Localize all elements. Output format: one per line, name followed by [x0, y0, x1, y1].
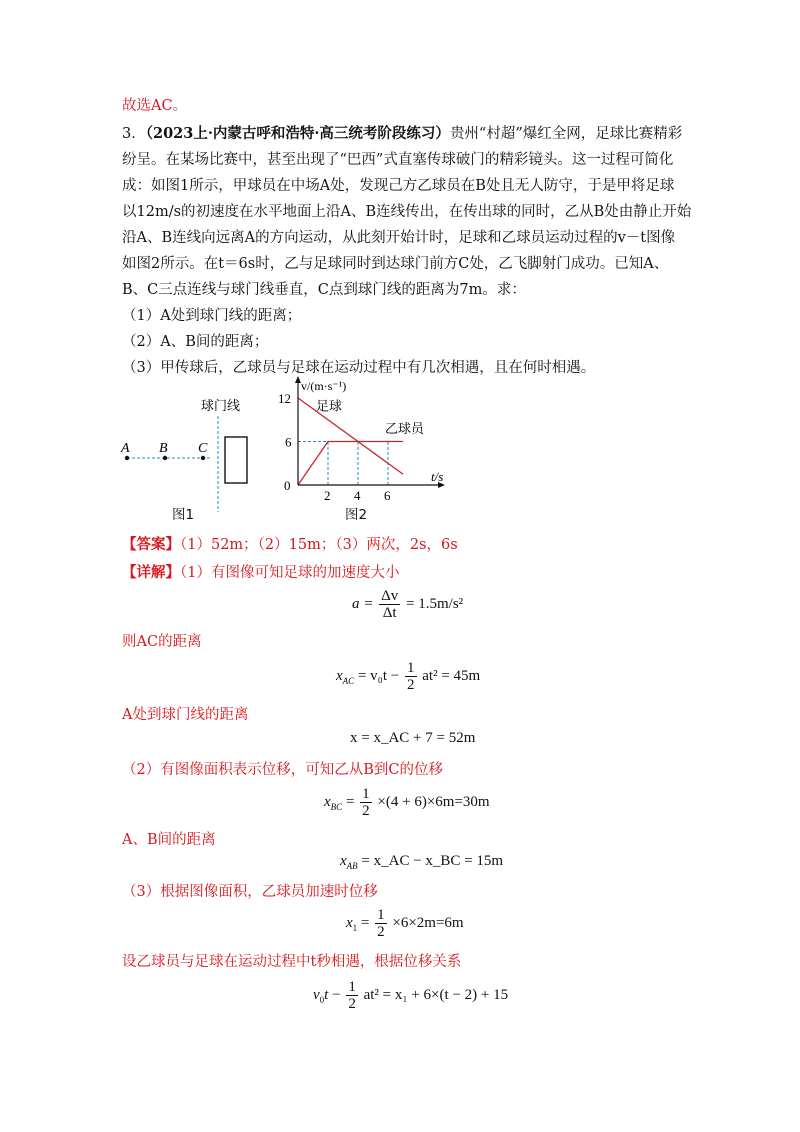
- eq-meet-half: $\frac{1}{2}$: [348, 979, 356, 1012]
- question-line-5: 沿A、B连线向远离A的方向运动，从此刻开始计时，足球和乙球员运动过程的v－t图像: [122, 230, 676, 246]
- series-label-player: 乙球员: [385, 421, 425, 437]
- equation-acceleration: [352, 588, 463, 621]
- y-tick-label-6: 6: [285, 434, 292, 450]
- figure-2-caption: 图2: [345, 507, 368, 523]
- eq-a-numerator: Δv: [381, 588, 399, 604]
- eq-a-fraction: [379, 588, 400, 621]
- point-a-dot: [125, 456, 129, 460]
- text-acceleration-displacement: （3）根据图像面积，乙球员加速时位移: [122, 884, 378, 900]
- detail-label: 【详解】: [122, 564, 180, 581]
- text-ac-distance: 则AC的距离: [122, 634, 202, 650]
- text-bc-displacement: （2）有图像面积表示位移，可知乙从B到C的位移: [122, 762, 443, 778]
- eq-a-denominator: Δt: [382, 605, 397, 621]
- question-source: （2023上·内蒙古呼和浩特·高三统考阶段练习）: [145, 125, 450, 142]
- eq-a-rhs: = 1.5m/s²: [406, 595, 464, 612]
- sub-question-1: （1）A处到球门线的距离；: [122, 308, 302, 324]
- point-b-dot: [163, 456, 167, 460]
- y-axis-label: v/(m·s⁻¹): [301, 379, 347, 393]
- point-c-label: C: [198, 441, 208, 456]
- question-line-3: 成：如图1所示，甲球员在中场A处，发现己方乙球员在B处且无人防守，于是甲将足球: [122, 178, 675, 194]
- point-a-label: A: [121, 441, 130, 456]
- question-line-2: 纷呈。在某场比赛中，甚至出现了“巴西”式直塞传球破门的精彩镜头。这一过程可简化: [122, 152, 674, 168]
- answer-body: （1）52m；（2）15m；（3）两次，2s，6s: [180, 537, 458, 553]
- question-line-6: 如图2所示。在t＝6s时，乙与足球同时到达球门前方C处，乙飞脚射门成功。已知A、: [122, 256, 669, 272]
- eq-x1-half: $\frac{1}{2}$: [377, 907, 385, 940]
- goal-line-label: 球门线: [201, 399, 241, 414]
- eq-meet-tail: at² = x₁ + 6×(t − 2) + 15: [363, 986, 509, 1003]
- equation-xab: $x_{AB}$ = x_AC − x_BC = 15m: [340, 853, 504, 871]
- eq-a-lhs: a =: [352, 595, 374, 612]
- eq-xac-half: $\frac{1}{2}$: [407, 660, 415, 693]
- x-tick-label-6: 6: [384, 488, 391, 503]
- equation-meet: $v_0t$ − $\frac{1}{2}$ at² = x₁ + 6×(t − 2) + 15: [313, 979, 509, 1012]
- x-tick-label-4: 4: [354, 488, 361, 503]
- goal-box: [225, 437, 247, 483]
- text-meet: 设乙球员与足球在运动过程中t秒相遇，根据位移关系: [122, 954, 462, 970]
- text-a-goal: A处到球门线的距离: [122, 707, 249, 723]
- sub-question-2: （2）A、B间的距离；: [122, 334, 269, 350]
- eq-xac-tail: at² = 45m: [422, 667, 481, 684]
- sub-question-3: （3）甲传球后，乙球员与足球在运动过程中有几次相遇，且在何时相遇。: [122, 360, 596, 376]
- y-tick-label-12: 12: [278, 391, 291, 406]
- eq-xab-tail: = x_AC − x_BC = 15m: [361, 853, 504, 869]
- question-number: 3．: [122, 126, 146, 142]
- equation-x1: $x_1$ = $\frac{1}{2}$ ×6×2m=6m: [346, 907, 464, 940]
- question-intro: 贵州“村超”爆红全网，足球比赛精彩: [449, 126, 683, 142]
- figure-1: [115, 390, 265, 520]
- answer-line: [122, 535, 458, 555]
- point-c-dot: [201, 456, 205, 460]
- eq-xac-mid: = v₀t −: [357, 667, 400, 684]
- origin-label: 0: [284, 478, 291, 493]
- x-tick-label-2: 2: [324, 488, 331, 503]
- equation-xac: $x_{AC} = v_0t$ − $\frac{1}{2}$ at² = 45m: [336, 660, 481, 693]
- question-line-4: 以12m/s的初速度在水平地面上沿A、B连线传出，在传出球的同时，乙从B处由静止开始: [122, 204, 692, 220]
- question-line-1: [122, 124, 682, 144]
- equation-x: x = x_AC + 7 = 52m: [350, 730, 476, 746]
- question-line-7: B、C三点连线与球门线垂直，C点到球门线的距离为7m。求：: [122, 282, 526, 298]
- equation-xbc: $x_{BC}$ = $\frac{1}{2}$ ×(4 + 6)×6m=30m: [324, 786, 490, 819]
- point-b-label: B: [159, 441, 168, 456]
- eq-xbc-tail: ×(4 + 6)×6m=30m: [377, 793, 490, 810]
- text-ab-distance: A、B间的距离: [122, 832, 216, 848]
- detail-line-1: [122, 563, 399, 583]
- detail-text-1: （1）有图像可知足球的加速度大小: [180, 565, 400, 581]
- figure-1-caption: 图1: [172, 507, 195, 523]
- figure-2-vt-chart: [275, 370, 465, 525]
- series-label-ball: 足球: [316, 399, 343, 415]
- eq-x1-tail: ×6×2m=6m: [392, 914, 464, 931]
- eq-xbc-half: $\frac{1}{2}$: [362, 786, 370, 819]
- answer-label: 【答案】: [122, 536, 180, 553]
- previous-answer: 故选AC。: [122, 98, 188, 114]
- x-axis-label: t/s: [431, 469, 444, 484]
